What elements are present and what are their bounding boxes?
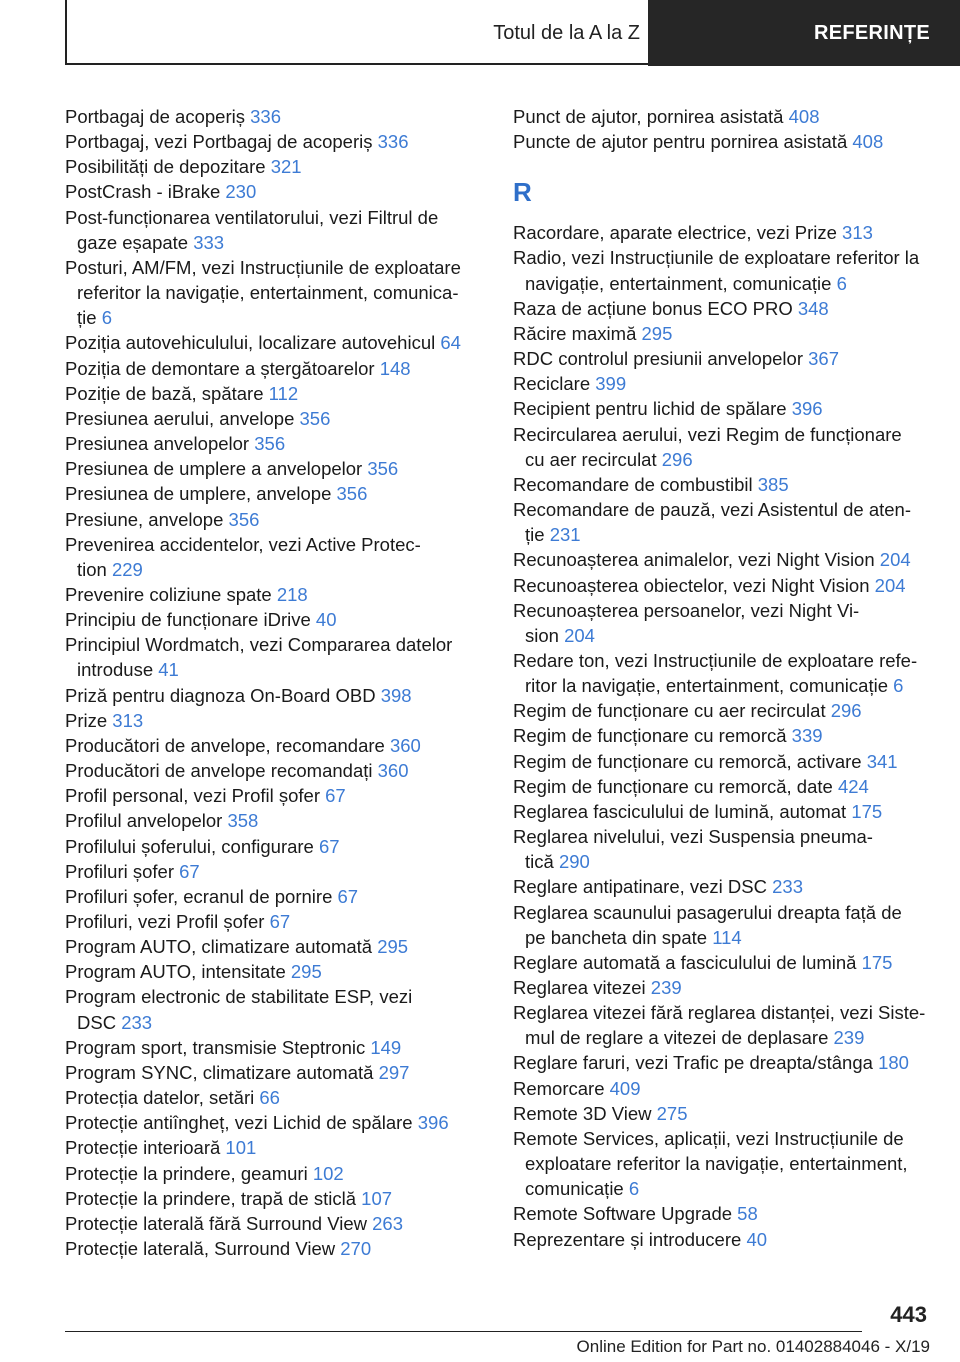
index-letter-heading: R: [513, 177, 532, 208]
index-entry-text: Producători de anvelope recomandați: [65, 760, 378, 782]
index-entry: [513, 547, 928, 572]
index-entry-text: Remote 3D View: [513, 1102, 657, 1124]
index-entry-text: Regim de funcționare cu remorcă: [513, 725, 792, 747]
index-entry: [65, 330, 480, 355]
page-reference-link[interactable]: 399: [595, 373, 627, 395]
page-reference-link[interactable]: 175: [861, 951, 893, 973]
page-reference-link[interactable]: 40: [746, 1228, 768, 1250]
index-entry: [65, 255, 480, 280]
index-entry: [513, 648, 928, 673]
index-entry: [65, 481, 480, 506]
page-reference-link[interactable]: 6: [628, 1178, 640, 1200]
page-reference-link[interactable]: 356: [367, 458, 399, 480]
page-reference-link[interactable]: 6: [893, 675, 904, 697]
index-entry: [65, 1186, 480, 1211]
page-reference-link[interactable]: 275: [656, 1102, 688, 1124]
page-reference-link[interactable]: 204: [879, 549, 911, 571]
page-reference-link[interactable]: 408: [852, 131, 884, 153]
page-reference-link[interactable]: 149: [370, 1036, 402, 1058]
index-entry-text: referitor la navigație, entertainment, comunica-: [77, 282, 459, 304]
index-entry-text: Reglare antipatinare, vezi DSC: [513, 876, 773, 898]
index-entry: [513, 925, 928, 950]
page-reference-link[interactable]: 67: [337, 885, 359, 907]
page-reference-link[interactable]: 218: [276, 583, 308, 605]
index-entry: [513, 573, 928, 598]
index-entry-text: Presiunea de umplere a anvelopelor: [65, 458, 368, 480]
index-group-p-continued: [513, 104, 928, 154]
index-entry-text: Profiluri șofer: [65, 860, 180, 882]
index-entry-text: Reglarea vitezei: [513, 977, 651, 998]
page-reference-link[interactable]: 6: [836, 272, 847, 294]
index-entry: [513, 1201, 928, 1226]
page-reference-link[interactable]: 297: [378, 1061, 410, 1083]
index-entry-text: Posturi, AM/FM, vezi Instrucțiunile de exploatare: [65, 256, 461, 278]
page-reference-link[interactable]: 67: [179, 860, 200, 882]
index-entry-text: Recomandare de combustibil: [513, 473, 758, 495]
index-entry: [513, 900, 928, 925]
index-entry: [513, 296, 928, 321]
index-entry: [65, 758, 480, 783]
index-entry: [65, 406, 480, 431]
index-entry-text: Radio, vezi Instrucțiunile de exploatare referitor la: [513, 247, 920, 269]
chapter-title: Totul de la A la Z: [493, 22, 640, 44]
index-entry: [65, 1236, 480, 1261]
index-entry-text: ritor la navigație, entertainment, comunicație: [525, 675, 894, 697]
page-reference-link[interactable]: 67: [269, 911, 291, 932]
index-entry: [65, 507, 480, 532]
page-reference-link[interactable]: 102: [312, 1162, 344, 1184]
page-reference-link[interactable]: 112: [268, 382, 299, 404]
index-entry-text: Presiunea aerului, anvelope: [65, 407, 300, 429]
index-entry: [65, 934, 480, 959]
page-reference-link[interactable]: 107: [361, 1187, 393, 1209]
page-reference-link[interactable]: 367: [808, 348, 839, 370]
page-reference-link[interactable]: 313: [842, 222, 873, 244]
page-reference-link[interactable]: 290: [558, 851, 590, 873]
index-entry: [513, 396, 928, 421]
index-entry-text: introduse: [77, 659, 159, 681]
index-entry-text: Răcire maximă: [513, 322, 642, 344]
page-reference-link[interactable]: 239: [833, 1027, 865, 1049]
index-entry: [513, 1000, 928, 1025]
index-entry: [65, 356, 480, 381]
index-entry-text: Reglarea nivelului, vezi Suspensia pneuma-: [513, 826, 873, 848]
index-entry-text: Program AUTO, climatizare automată: [65, 936, 378, 958]
page-reference-link[interactable]: 295: [641, 322, 673, 344]
page-reference-link[interactable]: 230: [225, 181, 257, 203]
index-entry: [65, 808, 480, 833]
page-reference-link[interactable]: 204: [874, 574, 906, 596]
page-reference-link[interactable]: 333: [193, 231, 225, 253]
index-entry-text: Raza de acțiune bonus ECO PRO: [513, 297, 798, 319]
index-entry: [65, 859, 480, 884]
index-entry: [513, 346, 928, 371]
index-entry-text: Program AUTO, intensitate: [65, 961, 291, 983]
index-entry-text: Poziția autovehiculului, localizare autovehicul: [65, 332, 441, 354]
index-entry: [65, 381, 480, 406]
index-entry: [513, 1151, 928, 1176]
index-entry-text: Prevenirea accidentelor, vezi Active Protec-: [65, 533, 421, 555]
index-entry: [65, 834, 480, 859]
index-entry-text: Prize: [65, 709, 113, 731]
index-entry-text: Principiul Wordmatch, vezi Compararea datelor: [65, 634, 453, 656]
page-reference-link[interactable]: 296: [661, 448, 693, 470]
index-entry: [513, 522, 928, 547]
page-reference-link[interactable]: 40: [315, 609, 337, 631]
index-entry-text: Redare ton, vezi Instrucțiunile de exploatare refe-: [513, 649, 918, 671]
index-entry-text: tică: [525, 851, 559, 873]
page-reference-link[interactable]: 321: [270, 156, 302, 178]
page-reference-link[interactable]: 360: [389, 734, 421, 756]
page-reference-link[interactable]: 396: [417, 1112, 449, 1134]
index-group-r: [513, 220, 928, 1251]
page-reference-link[interactable]: 67: [319, 835, 340, 857]
index-entry: [65, 205, 480, 230]
index-entry-text: Recomandare de pauză, vezi Asistentul de aten-: [513, 499, 911, 521]
index-entry: [65, 582, 480, 607]
index-entry-text: Profil personal, vezi Profil șofer: [65, 785, 326, 807]
index-entry-text: Protecție la prindere, trapă de sticlă: [65, 1187, 362, 1209]
page-reference-link[interactable]: 313: [112, 709, 144, 731]
index-entry-text: Profilul anvelopelor: [65, 810, 228, 832]
index-entry: [65, 154, 480, 179]
index-entry: [513, 447, 928, 472]
index-entry: [513, 220, 928, 245]
index-entry-text: Recunoașterea persoanelor, vezi Night Vi-: [513, 599, 860, 621]
index-entry-text: Punct de ajutor, pornirea asistată: [513, 106, 789, 127]
index-entry-text: Profiluri, vezi Profil șofer: [65, 911, 270, 932]
index-entry: [513, 271, 928, 296]
index-entry: [65, 909, 480, 934]
index-entry-text: Profilului șoferului, configurare: [65, 835, 319, 857]
page-reference-link[interactable]: 356: [336, 483, 368, 505]
index-entry-text: RDC controlul presiunii anvelopelor: [513, 348, 809, 370]
page-reference-link[interactable]: 233: [121, 1011, 153, 1033]
index-entry-text: Regim de funcționare cu remorcă, activare: [513, 750, 867, 772]
index-entry: [65, 104, 480, 129]
index-entry: [65, 305, 480, 330]
page-reference-link[interactable]: 339: [791, 725, 823, 747]
page-reference-link[interactable]: 296: [830, 700, 862, 722]
index-entry-text: ție: [525, 524, 550, 546]
page-reference-link[interactable]: 6: [101, 307, 112, 329]
index-entry-text: Portbagaj, vezi Portbagaj de acoperiș: [65, 131, 378, 153]
index-entry: [65, 280, 480, 305]
page-reference-link[interactable]: 204: [564, 624, 595, 646]
page-reference-link[interactable]: 356: [254, 433, 286, 455]
index-entry-text: Priză pentru diagnoza On-Board OBD: [65, 684, 381, 706]
index-entry-text: ție: [77, 307, 102, 329]
index-entry-text: DSC: [77, 1011, 122, 1033]
index-entry-text: Presiune, anvelope: [65, 508, 229, 530]
index-entry-text: Reglarea fasciculului de lumină, automat: [513, 800, 852, 822]
index-entry-text: Regim de funcționare cu remorcă, date: [513, 775, 838, 797]
page-reference-link[interactable]: 58: [737, 1203, 758, 1225]
page-reference-link[interactable]: 148: [379, 357, 411, 379]
index-entry: [513, 799, 928, 824]
index-entry-text: sion: [525, 624, 565, 646]
index-entry: [513, 950, 928, 975]
index-entry-text: Reprezentare și introducere: [513, 1228, 747, 1250]
page-reference-link[interactable]: 356: [228, 508, 260, 530]
index-entry: [513, 1025, 928, 1050]
page-reference-link[interactable]: 348: [797, 297, 829, 319]
index-entry-text: Presiunea de umplere, anvelope: [65, 483, 337, 505]
index-entry: [513, 749, 928, 774]
index-entry: [513, 1126, 928, 1151]
page-reference-link[interactable]: 424: [837, 775, 869, 797]
index-entry-text: Poziția de demontare a ștergătoarelor: [65, 357, 380, 379]
index-entry: [513, 1050, 928, 1075]
index-entry: [513, 104, 928, 129]
index-column-left: [65, 104, 480, 1261]
index-entry-text: Program sport, transmisie Steptronic: [65, 1036, 371, 1058]
index-column-right: [513, 104, 928, 1252]
page-reference-link[interactable]: 101: [225, 1137, 257, 1159]
index-entry-text: gaze eșapate: [77, 231, 194, 253]
page-reference-link[interactable]: 360: [377, 760, 409, 782]
index-entry: [513, 1076, 928, 1101]
index-entry-text: Poziție de bază, spătare: [65, 382, 269, 404]
index-entry-text: Remote Services, aplicații, vezi Instrucțiunile de: [513, 1127, 904, 1149]
index-entry: [65, 532, 480, 557]
index-entry-text: Recircularea aerului, vezi Regim de funcționare: [513, 423, 902, 445]
index-entry-text: tion: [77, 558, 112, 580]
index-entry: [513, 774, 928, 799]
index-entry-text: Protecție interioară: [65, 1137, 226, 1159]
page-header: [0, 0, 960, 66]
index-entry-text: Reciclare: [513, 373, 596, 395]
index-entry-text: Presiunea anvelopelor: [65, 433, 255, 455]
index-entry: [65, 984, 480, 1009]
page-reference-link[interactable]: 396: [791, 398, 823, 420]
index-entry: [513, 129, 928, 154]
index-entry: [65, 884, 480, 909]
index-entry: [65, 657, 480, 682]
index-entry: [513, 472, 928, 497]
index-entry-text: exploatare referitor la navigație, entertainment,: [525, 1153, 908, 1175]
index-entry-text: Protecție laterală fără Surround View: [65, 1212, 373, 1234]
index-entry: [65, 1211, 480, 1236]
index-entry: [513, 698, 928, 723]
footer-rule: [65, 1331, 862, 1332]
index-entry: [65, 230, 480, 255]
page-reference-link[interactable]: 270: [340, 1238, 372, 1260]
index-entry: [65, 179, 480, 204]
index-entry-text: Protecție la prindere, geamuri: [65, 1162, 313, 1184]
index-entry-text: Program SYNC, climatizare automată: [65, 1061, 379, 1083]
index-entry: [65, 1135, 480, 1160]
index-entry-text: Recunoașterea obiectelor, vezi Night Vision: [513, 574, 875, 596]
index-entry: [513, 849, 928, 874]
index-entry: [65, 783, 480, 808]
index-entry: [65, 959, 480, 984]
index-entry: [513, 1101, 928, 1126]
index-entry: [65, 1085, 480, 1110]
footer-edition: Online Edition for Part no. 01402884046 - X/19: [576, 1337, 930, 1356]
index-entry: [65, 607, 480, 632]
index-entry-text: Posibilități de depozitare: [65, 156, 271, 178]
index-entry-text: Program electronic de stabilitate ESP, vezi: [65, 986, 413, 1008]
page-reference-link[interactable]: 385: [757, 473, 789, 495]
header-left-rule: [65, 0, 67, 64]
page-reference-link[interactable]: 408: [788, 106, 820, 127]
page-reference-link[interactable]: 356: [299, 407, 331, 429]
index-entry: [65, 129, 480, 154]
index-entry-text: Recunoașterea animalelor, vezi Night Vision: [513, 549, 880, 571]
index-entry: [513, 422, 928, 447]
index-entry-text: Reglarea scaunului pasagerului dreapta față de: [513, 901, 902, 923]
page-reference-link[interactable]: 64: [440, 332, 461, 354]
page-reference-link[interactable]: 180: [878, 1052, 909, 1074]
index-entry: [65, 1035, 480, 1060]
index-entry: [513, 321, 928, 346]
index-entry: [65, 1010, 480, 1035]
page-reference-link[interactable]: 358: [227, 810, 259, 832]
index-entry-text: Reglare faruri, vezi Trafic pe dreapta/stânga: [513, 1052, 879, 1074]
page-reference-link[interactable]: 66: [259, 1087, 280, 1109]
index-entry: [513, 1227, 928, 1252]
page-reference-link[interactable]: 229: [111, 558, 143, 580]
index-entry-text: Reglarea vitezei fără reglarea distanței, vezi Siste-: [513, 1002, 926, 1024]
index-entry: [513, 1176, 928, 1201]
index-entry: [65, 431, 480, 456]
index-entry-text: Portbagaj de acoperiș: [65, 106, 251, 127]
index-entry-text: cu aer recirculat: [525, 448, 662, 470]
index-entry-text: Reglare automată a fasciculului de lumină: [513, 951, 862, 973]
index-entry-text: Protecția datelor, setări: [65, 1087, 260, 1109]
page-reference-link[interactable]: 336: [377, 131, 409, 153]
index-entry: [513, 598, 928, 623]
index-entry: [513, 371, 928, 396]
index-entry: [65, 683, 480, 708]
index-entry-text: mul de reglare a vitezei de deplasare: [525, 1027, 834, 1049]
index-entry: [513, 874, 928, 899]
section-title: REFERINȚE: [813, 22, 930, 44]
index-entry-text: Puncte de ajutor pentru pornirea asistată: [513, 131, 853, 153]
index-entry-text: Recipient pentru lichid de spălare: [513, 398, 792, 420]
index-entry: [513, 497, 928, 522]
index-entry: [65, 1110, 480, 1135]
page-reference-link[interactable]: 263: [372, 1212, 404, 1234]
page-reference-link[interactable]: 231: [549, 524, 581, 546]
index-entry-text: Prevenire coliziune spate: [65, 583, 277, 605]
index-entry-text: Remote Software Upgrade: [513, 1203, 738, 1225]
page-reference-link[interactable]: 295: [377, 936, 409, 958]
index-entry-text: Post-funcționarea ventilatorului, vezi Filtrul de: [65, 206, 439, 228]
index-entry-text: Profiluri șofer, ecranul de pornire: [65, 885, 338, 907]
header-bottom-rule: [65, 63, 648, 65]
index-entry-text: Protecție laterală, Surround View: [65, 1238, 341, 1260]
index-entry: [513, 623, 928, 648]
index-entry: [513, 975, 928, 1000]
index-entry-text: Racordare, aparate electrice, vezi Prize: [513, 222, 843, 244]
page-reference-link[interactable]: 336: [250, 106, 281, 127]
index-entry: [65, 708, 480, 733]
index-entry-text: navigație, entertainment, comunicație: [525, 272, 837, 294]
page-reference-link[interactable]: 239: [650, 977, 682, 998]
index-entry: [513, 245, 928, 270]
page-reference-link[interactable]: 41: [158, 659, 179, 681]
index-entry-text: Producători de anvelope, recomandare: [65, 734, 390, 756]
index-entry: [65, 1060, 480, 1085]
index-entry: [65, 456, 480, 481]
index-entry-text: Remorcare: [513, 1077, 610, 1099]
index-entry-text: comunicație: [525, 1178, 629, 1200]
index-entry-text: Principiu de funcționare iDrive: [65, 609, 316, 631]
index-entry-text: Protecție antiîngheț, vezi Lichid de spălare: [65, 1112, 418, 1134]
page-reference-link[interactable]: 295: [290, 961, 322, 983]
page-reference-link[interactable]: 67: [325, 785, 346, 807]
index-entry: [65, 632, 480, 657]
index-entry: [513, 723, 928, 748]
index-entry-text: Regim de funcționare cu aer recirculat: [513, 700, 831, 722]
index-entry-text: pe bancheta din spate: [525, 926, 713, 948]
page-reference-link[interactable]: 175: [851, 800, 883, 822]
page-number: 443: [890, 1302, 927, 1327]
index-entry: [65, 733, 480, 758]
page-reference-link[interactable]: 233: [772, 876, 804, 898]
page-reference-link[interactable]: 341: [866, 750, 898, 772]
index-entry: [65, 1161, 480, 1186]
page-reference-link[interactable]: 409: [609, 1077, 641, 1099]
page-reference-link[interactable]: 398: [380, 684, 412, 706]
index-entry: [513, 673, 928, 698]
page-reference-link[interactable]: 114: [712, 926, 742, 948]
index-entry-text: PostCrash - iBrake: [65, 181, 226, 203]
index-entry: [513, 824, 928, 849]
index-entry: [65, 557, 480, 582]
